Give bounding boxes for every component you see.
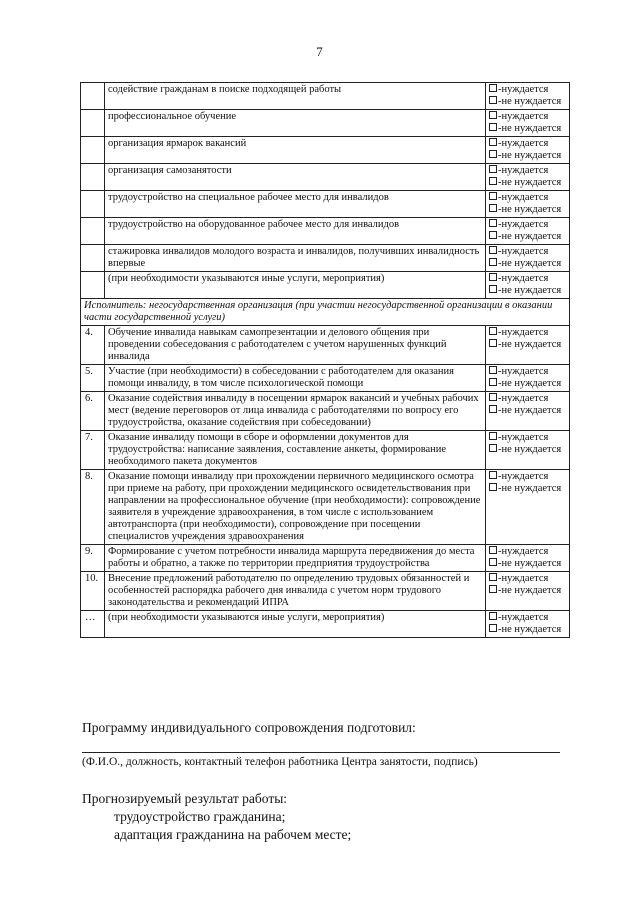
service-description: организация ярмарок вакансий bbox=[105, 137, 486, 164]
option-label: -не нуждается bbox=[498, 558, 562, 569]
checkbox-square-icon[interactable] bbox=[489, 339, 497, 347]
option-needs bbox=[489, 192, 566, 204]
service-description: Формирование с учетом потребности инвалида маршрута передвижения до места работы и обратно, а также по территории предприятия трудоустройства bbox=[105, 545, 486, 572]
expected-result-heading: Прогнозируемый результат работы: bbox=[82, 791, 288, 806]
expected-result-section bbox=[82, 790, 351, 844]
service-description: Обучение инвалида навыкам самопрезентации и делового общения при проведении собеседования с работодателем с учетом нарушенных функций инвалида bbox=[105, 326, 486, 365]
checkbox-square-icon[interactable] bbox=[489, 327, 497, 335]
row-number: 7. bbox=[81, 431, 105, 470]
row-number-cell bbox=[81, 218, 105, 245]
checkbox-square-icon[interactable] bbox=[489, 444, 497, 452]
option-needs bbox=[489, 327, 566, 339]
table-row bbox=[81, 272, 570, 299]
option-not-needs bbox=[489, 339, 566, 351]
checkbox-square-icon[interactable] bbox=[489, 573, 497, 581]
need-options-cell bbox=[486, 365, 570, 392]
option-needs bbox=[489, 471, 566, 483]
table-row bbox=[81, 218, 570, 245]
row-number: 6. bbox=[81, 392, 105, 431]
row-number-cell bbox=[81, 110, 105, 137]
checkbox-square-icon[interactable] bbox=[489, 84, 497, 92]
checkbox-square-icon[interactable] bbox=[489, 624, 497, 632]
option-label: -не нуждается bbox=[498, 231, 562, 242]
service-description: Участие (при необходимости) в собеседовании с работодателем для оказания помощи инвалиду, в том числе психологической помощи bbox=[105, 365, 486, 392]
option-label: -нуждается bbox=[498, 432, 549, 443]
table-row bbox=[81, 365, 570, 392]
executor-header-row bbox=[81, 299, 570, 326]
table-row bbox=[81, 326, 570, 365]
option-needs bbox=[489, 273, 566, 285]
service-description: Оказание содействия инвалиду в посещении ярмарок вакансий и учебных рабочих мест (ведение переговоров от лица инвалида с работодателями по вопросу его трудоустройства, оказание содействия при собеседовании) bbox=[105, 392, 486, 431]
option-label: -не нуждается bbox=[498, 585, 562, 596]
checkbox-square-icon[interactable] bbox=[489, 96, 497, 104]
checkbox-square-icon[interactable] bbox=[489, 612, 497, 620]
checkbox-square-icon[interactable] bbox=[489, 285, 497, 293]
checkbox-square-icon[interactable] bbox=[489, 273, 497, 281]
page-number: 7 bbox=[316, 44, 323, 59]
option-label: -не нуждается bbox=[498, 624, 562, 635]
row-number: 5. bbox=[81, 365, 105, 392]
option-label: -нуждается bbox=[498, 84, 549, 95]
signature-line bbox=[82, 752, 560, 753]
option-not-needs bbox=[489, 444, 566, 456]
need-options-cell bbox=[486, 83, 570, 110]
table-row bbox=[81, 572, 570, 611]
option-label: -не нуждается bbox=[498, 285, 562, 296]
table-row bbox=[81, 392, 570, 431]
service-description: Оказание инвалиду помощи в сборе и оформлении документов для трудоустройства: написание заявления, составление анкеты, формирование необходимого пакета документов bbox=[105, 431, 486, 470]
option-needs bbox=[489, 366, 566, 378]
checkbox-square-icon[interactable] bbox=[489, 219, 497, 227]
need-options-cell bbox=[486, 137, 570, 164]
option-not-needs bbox=[489, 624, 566, 636]
signature-caption: (Ф.И.О., должность, контактный телефон работника Центра занятости, подпись) bbox=[82, 756, 478, 768]
table-row bbox=[81, 191, 570, 218]
service-description: стажировка инвалидов молодого возраста и инвалидов, получивших инвалидность впервые bbox=[105, 245, 486, 272]
option-label: -не нуждается bbox=[498, 123, 562, 134]
option-label: -нуждается bbox=[498, 546, 549, 557]
row-number-cell bbox=[81, 272, 105, 299]
row-number: 9. bbox=[81, 545, 105, 572]
table-row bbox=[81, 470, 570, 545]
service-description: профессиональное обучение bbox=[105, 110, 486, 137]
need-options-cell bbox=[486, 245, 570, 272]
row-number: 10. bbox=[81, 572, 105, 611]
checkbox-square-icon[interactable] bbox=[489, 204, 497, 212]
option-not-needs bbox=[489, 177, 566, 189]
checkbox-square-icon[interactable] bbox=[489, 177, 497, 185]
option-not-needs bbox=[489, 405, 566, 417]
row-number: 4. bbox=[81, 326, 105, 365]
option-label: -нуждается bbox=[498, 138, 549, 149]
option-not-needs bbox=[489, 483, 566, 495]
option-label: -не нуждается bbox=[498, 96, 562, 107]
checkbox-square-icon[interactable] bbox=[489, 585, 497, 593]
option-needs bbox=[489, 546, 566, 558]
checkbox-square-icon[interactable] bbox=[489, 405, 497, 413]
option-needs bbox=[489, 393, 566, 405]
service-description: трудоустройство на специальное рабочее место для инвалидов bbox=[105, 191, 486, 218]
option-not-needs bbox=[489, 204, 566, 216]
option-needs bbox=[489, 246, 566, 258]
service-description: трудоустройство на оборудованное рабочее место для инвалидов bbox=[105, 218, 486, 245]
checkbox-square-icon[interactable] bbox=[489, 231, 497, 239]
row-number-cell bbox=[81, 137, 105, 164]
need-options-cell bbox=[486, 431, 570, 470]
option-not-needs bbox=[489, 258, 566, 270]
checkbox-square-icon[interactable] bbox=[489, 393, 497, 401]
row-number-cell bbox=[81, 245, 105, 272]
option-not-needs bbox=[489, 378, 566, 390]
checkbox-square-icon[interactable] bbox=[489, 165, 497, 173]
table-row bbox=[81, 431, 570, 470]
option-needs bbox=[489, 573, 566, 585]
need-options-cell bbox=[486, 164, 570, 191]
need-options-cell bbox=[486, 326, 570, 365]
option-needs bbox=[489, 84, 566, 96]
table-row bbox=[81, 164, 570, 191]
option-label: -не нуждается bbox=[498, 177, 562, 188]
row-number-cell bbox=[81, 191, 105, 218]
executor-header: Исполнитель: негосударственная организация (при участии негосударственной организации в оказании части государственной услуги) bbox=[81, 299, 570, 326]
table-row bbox=[81, 83, 570, 110]
option-label: -не нуждается bbox=[498, 444, 562, 455]
expected-result-item: адаптация гражданина на рабочем месте; bbox=[114, 827, 352, 842]
table-row bbox=[81, 137, 570, 164]
need-options-cell bbox=[486, 110, 570, 137]
checkbox-square-icon[interactable] bbox=[489, 483, 497, 491]
checkbox-square-icon[interactable] bbox=[489, 471, 497, 479]
row-number-cell bbox=[81, 83, 105, 110]
option-label: -нуждается bbox=[498, 165, 549, 176]
table-row bbox=[81, 545, 570, 572]
table-row bbox=[81, 245, 570, 272]
option-not-needs bbox=[489, 96, 566, 108]
service-description: организация самозанятости bbox=[105, 164, 486, 191]
service-description: (при необходимости указываются иные услуги, мероприятия) bbox=[105, 611, 486, 638]
option-label: -не нуждается bbox=[498, 204, 562, 215]
option-label: -не нуждается bbox=[498, 339, 562, 350]
service-description: Оказание помощи инвалиду при прохождении первичного медицинского осмотра при приеме на работу, при прохождении медицинского освидетельствования при направлении на профессиональное обучение (при необходимости): сопровождение заявителя в учреждение здравоохранения, в том числе с использованием автотранспорта (при необходимости), сопровождение при посещении специалистов учреждения здравоохранения bbox=[105, 470, 486, 545]
option-not-needs bbox=[489, 585, 566, 597]
option-label: -нуждается bbox=[498, 327, 549, 338]
option-label: -нуждается bbox=[498, 366, 549, 377]
service-description: содействие гражданам в поиске подходящей работы bbox=[105, 83, 486, 110]
services-table bbox=[80, 82, 570, 638]
option-not-needs bbox=[489, 150, 566, 162]
option-label: -нуждается bbox=[498, 393, 549, 404]
need-options-cell bbox=[486, 611, 570, 638]
service-description: (при необходимости указываются иные услуги, мероприятия) bbox=[105, 272, 486, 299]
checkbox-square-icon[interactable] bbox=[489, 366, 497, 374]
need-options-cell bbox=[486, 272, 570, 299]
checkbox-square-icon[interactable] bbox=[489, 111, 497, 119]
need-options-cell bbox=[486, 545, 570, 572]
option-label: -нуждается bbox=[498, 612, 549, 623]
option-label: -не нуждается bbox=[498, 258, 562, 269]
checkbox-square-icon[interactable] bbox=[489, 138, 497, 146]
need-options-cell bbox=[486, 392, 570, 431]
checkbox-square-icon[interactable] bbox=[489, 258, 497, 266]
option-needs bbox=[489, 432, 566, 444]
checkbox-square-icon[interactable] bbox=[489, 378, 497, 386]
option-not-needs bbox=[489, 123, 566, 135]
option-not-needs bbox=[489, 231, 566, 243]
option-label: -не нуждается bbox=[498, 483, 562, 494]
checkbox-square-icon[interactable] bbox=[489, 246, 497, 254]
option-needs bbox=[489, 138, 566, 150]
option-label: -нуждается bbox=[498, 219, 549, 230]
option-needs bbox=[489, 219, 566, 231]
option-needs bbox=[489, 111, 566, 123]
option-not-needs bbox=[489, 285, 566, 297]
option-needs bbox=[489, 612, 566, 624]
checkbox-square-icon[interactable] bbox=[489, 150, 497, 158]
table-row bbox=[81, 611, 570, 638]
row-number: 8. bbox=[81, 470, 105, 545]
option-label: -нуждается bbox=[498, 273, 549, 284]
need-options-cell bbox=[486, 572, 570, 611]
need-options-cell bbox=[486, 470, 570, 545]
option-label: -нуждается bbox=[498, 573, 549, 584]
option-label: -нуждается bbox=[498, 192, 549, 203]
checkbox-square-icon[interactable] bbox=[489, 192, 497, 200]
expected-result-item: трудоустройство гражданина; bbox=[114, 809, 286, 824]
prepared-by-label: Программу индивидуального сопровождения подготовил: bbox=[82, 720, 416, 735]
option-label: -нуждается bbox=[498, 471, 549, 482]
row-number-cell bbox=[81, 164, 105, 191]
option-label: -не нуждается bbox=[498, 405, 562, 416]
option-label: -не нуждается bbox=[498, 378, 562, 389]
checkbox-square-icon[interactable] bbox=[489, 558, 497, 566]
checkbox-square-icon[interactable] bbox=[489, 432, 497, 440]
checkbox-square-icon[interactable] bbox=[489, 546, 497, 554]
need-options-cell bbox=[486, 218, 570, 245]
need-options-cell bbox=[486, 191, 570, 218]
option-not-needs bbox=[489, 558, 566, 570]
row-number: … bbox=[81, 611, 105, 638]
service-description: Внесение предложений работодателю по определению трудовых обязанностей и особенностей распорядка рабочего дня инвалида с учетом норм трудового законодательства и рекомендаций ИПРА bbox=[105, 572, 486, 611]
option-label: -не нуждается bbox=[498, 150, 562, 161]
option-label: -нуждается bbox=[498, 246, 549, 257]
table-row bbox=[81, 110, 570, 137]
checkbox-square-icon[interactable] bbox=[489, 123, 497, 131]
option-label: -нуждается bbox=[498, 111, 549, 122]
option-needs bbox=[489, 165, 566, 177]
